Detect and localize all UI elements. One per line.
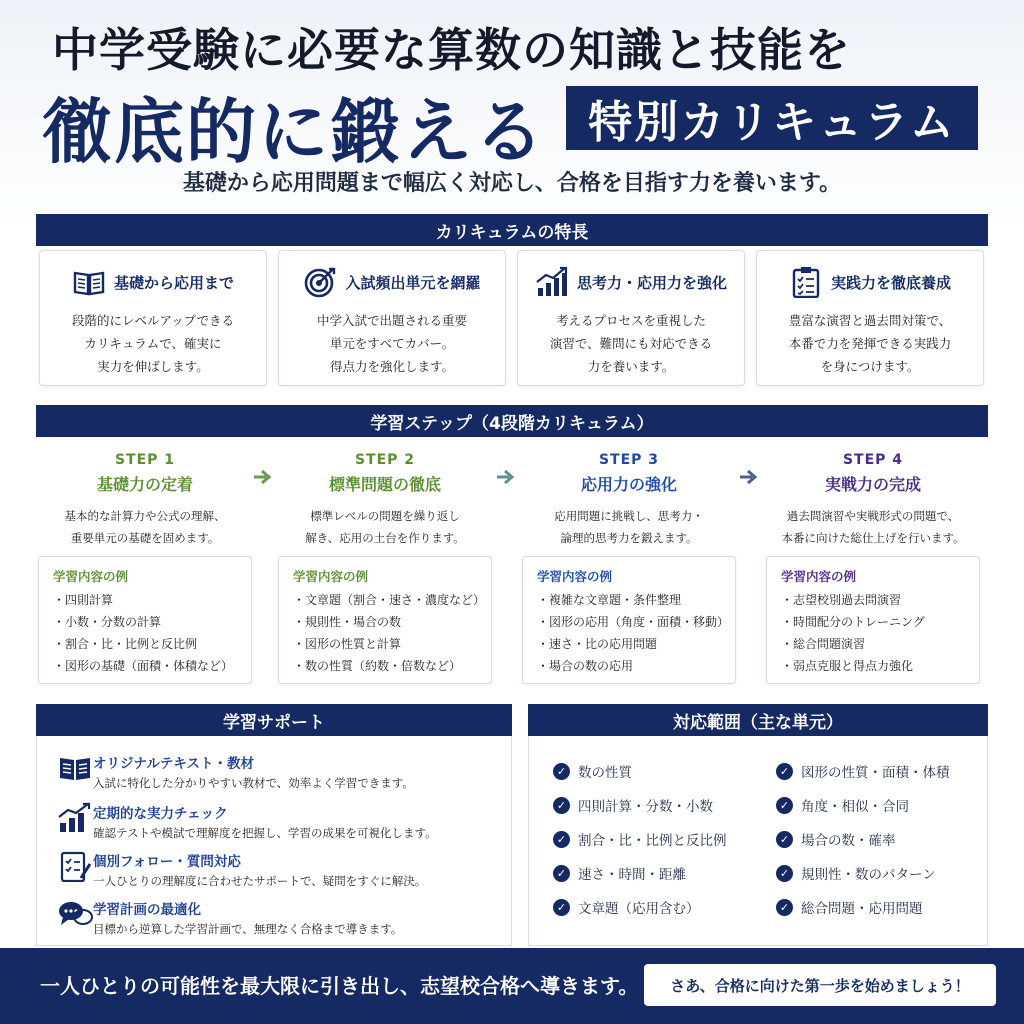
arrow-right-icon bbox=[252, 468, 274, 486]
step-number: STEP 1 bbox=[114, 452, 176, 468]
arrow-right-icon bbox=[495, 468, 517, 486]
check-icon: ✓ bbox=[776, 797, 793, 814]
feature-text: 演習で、難問にも対応できる bbox=[549, 336, 713, 351]
step-3-examples bbox=[522, 556, 736, 684]
step-number: STEP 4 bbox=[842, 452, 904, 468]
book-icon bbox=[72, 266, 106, 298]
unit-item: ✓ 図形の性質・面積・体積 bbox=[776, 761, 950, 781]
example-item: ・割合・比・比例と反比例 bbox=[53, 637, 198, 651]
support-panel bbox=[36, 736, 512, 946]
feature-text: カリキュラムで、確実に bbox=[84, 336, 222, 351]
step-3 bbox=[522, 438, 736, 554]
chart-icon bbox=[57, 802, 93, 834]
feature-title: 思考力・応用力を強化 bbox=[576, 273, 727, 292]
examples-title: 学習内容の例 bbox=[537, 569, 613, 584]
check-icon: ✓ bbox=[553, 763, 570, 780]
features-section-bar: カリキュラムの特長 bbox=[36, 214, 988, 246]
feature-card-1 bbox=[39, 250, 267, 386]
step-title: 基礎力の定着 bbox=[96, 475, 193, 494]
support-item-desc: 目標から逆算した学習計画で、無理なく合格まで導きます。 bbox=[93, 922, 403, 936]
example-item: ・小数・分数の計算 bbox=[53, 615, 162, 629]
example-item: ・数の性質（約数・倍数など） bbox=[293, 659, 462, 673]
feature-card-3 bbox=[517, 250, 745, 386]
feature-text: 単元をすべてカバー。 bbox=[329, 336, 455, 351]
step-desc: 本番に向けた総仕上げを行います。 bbox=[781, 531, 965, 545]
unit-item: ✓ 数の性質 bbox=[553, 761, 632, 781]
support-item-desc: 確認テストや模試で理解度を把握し、学習の成果を可視化します。 bbox=[93, 826, 437, 840]
example-item: ・図形の性質と計算 bbox=[293, 637, 402, 651]
target-icon bbox=[303, 266, 337, 298]
footer bbox=[0, 948, 1024, 1024]
step-title: 実戦力の完成 bbox=[824, 475, 921, 494]
cta-button[interactable]: さあ、合格に向けた第一歩を始めましょう！ bbox=[644, 964, 996, 1006]
check-icon: ✓ bbox=[776, 763, 793, 780]
example-item: ・規則性・場合の数 bbox=[293, 615, 402, 629]
feature-text: 力を養います。 bbox=[587, 359, 675, 374]
example-item: ・文章題（割合・速さ・濃度など） bbox=[293, 593, 486, 607]
support-item-desc: 入試に特化した分かりやすい教材で、効率よく学習できます。 bbox=[93, 776, 414, 790]
support-item-4 bbox=[93, 898, 402, 937]
examples-title: 学習内容の例 bbox=[293, 569, 369, 584]
hero-title-line1: 中学受験に必要な算数の知識と技能を bbox=[52, 23, 851, 77]
hero-badge: 特別カリキュラム bbox=[566, 86, 978, 150]
example-item: ・志望校別過去問演習 bbox=[781, 593, 902, 607]
units-section-bar: 対応範囲（主な単元） bbox=[528, 704, 988, 736]
example-item: ・総合問題演習 bbox=[781, 637, 866, 651]
step-1-examples bbox=[38, 556, 252, 684]
step-desc: 応用問題に挑戦し、思考力・ bbox=[554, 509, 704, 523]
check-icon: ✓ bbox=[776, 831, 793, 848]
step-2 bbox=[278, 438, 492, 554]
support-item-2 bbox=[93, 802, 437, 841]
step-1 bbox=[38, 438, 252, 554]
chat-icon bbox=[57, 898, 93, 930]
support-item-title: オリジナルテキスト・教材 bbox=[93, 756, 255, 772]
example-item: ・複雑な文章題・条件整理 bbox=[537, 593, 682, 607]
step-title: 応用力の強化 bbox=[580, 475, 677, 494]
example-item: ・弱点克服と得点力強化 bbox=[781, 659, 914, 673]
step-number: STEP 2 bbox=[354, 452, 416, 468]
check-icon: ✓ bbox=[553, 865, 570, 882]
feature-title: 入試頻出単元を網羅 bbox=[345, 273, 481, 292]
feature-card-4 bbox=[756, 250, 984, 386]
feature-text: を身につけます。 bbox=[820, 359, 920, 374]
unit-item: ✓ 規則性・数のパターン bbox=[776, 863, 936, 883]
unit-item: ✓ 場合の数・確率 bbox=[776, 829, 896, 849]
feature-text: 実力を伸ばします。 bbox=[97, 359, 209, 374]
feature-text: 中学入試で出題される重要 bbox=[316, 313, 467, 328]
feature-text: 考えるプロセスを重視した bbox=[555, 313, 706, 328]
support-item-title: 個別フォロー・質問対応 bbox=[93, 854, 241, 870]
unit-item: ✓ 割合・比・比例と反比例 bbox=[553, 829, 727, 849]
step-desc: 過去問演習や実戦形式の問題で、 bbox=[786, 509, 960, 523]
example-item: ・図形の応用（角度・面積・移動） bbox=[537, 615, 730, 629]
step-4 bbox=[766, 438, 980, 554]
chart-icon bbox=[535, 266, 569, 298]
feature-text: 豊富な演習と過去問対策で、 bbox=[788, 313, 952, 328]
example-item: ・四則計算 bbox=[53, 593, 114, 607]
feature-text: 得点力を強化します。 bbox=[329, 359, 454, 374]
hero-title-line2: 徹底的に鍛える bbox=[42, 91, 546, 173]
support-section-bar: 学習サポート bbox=[36, 704, 512, 736]
step-4-examples bbox=[766, 556, 980, 684]
footer-message: 一人ひとりの可能性を最大限に引き出し、志望校合格へ導きます。 bbox=[40, 974, 639, 998]
check-icon: ✓ bbox=[553, 797, 570, 814]
support-item-title: 定期的な実力チェック bbox=[93, 806, 228, 822]
unit-item: ✓ 四則計算・分数・小数 bbox=[553, 795, 713, 815]
example-item: ・図形の基礎（面積・体積など） bbox=[53, 659, 234, 673]
step-desc: 論理的思考力を鍛えます。 bbox=[560, 531, 698, 545]
feature-text: 本番で力を発揮できる実践力 bbox=[788, 336, 952, 351]
arrow-right-icon bbox=[738, 468, 760, 486]
unit-item: ✓ 総合問題・応用問題 bbox=[776, 897, 923, 917]
unit-item: ✓ 速さ・時間・距離 bbox=[553, 863, 686, 883]
clipboard-icon bbox=[57, 850, 93, 882]
step-2-examples bbox=[278, 556, 492, 684]
step-desc: 解き、応用の土台を作ります。 bbox=[305, 531, 465, 545]
example-item: ・場合の数の応用 bbox=[537, 659, 634, 673]
step-number: STEP 3 bbox=[598, 452, 660, 468]
steps-section-bar: 学習ステップ（4段階カリキュラム） bbox=[36, 405, 988, 437]
feature-text: 段階的にレベルアップできる bbox=[71, 313, 234, 328]
book-icon bbox=[57, 752, 93, 784]
support-item-title: 学習計画の最適化 bbox=[93, 902, 201, 918]
feature-title: 実践力を徹底養成 bbox=[830, 273, 951, 292]
example-item: ・速さ・比の応用問題 bbox=[537, 637, 658, 651]
support-item-1 bbox=[93, 752, 414, 791]
unit-item: ✓ 文章題（応用含む） bbox=[553, 897, 700, 917]
step-desc: 基本的な計算力や公式の理解、 bbox=[64, 509, 226, 523]
check-icon: ✓ bbox=[553, 899, 570, 916]
checklist-icon bbox=[789, 266, 823, 298]
hero-subtitle: 基礎から応用問題まで幅広く対応し、合格を目指す力を養います。 bbox=[182, 171, 842, 196]
feature-title: 基礎から応用まで bbox=[113, 273, 234, 292]
check-icon: ✓ bbox=[553, 831, 570, 848]
support-item-desc: 一人ひとりの理解度に合わせたサポートで、疑問をすぐに解決。 bbox=[93, 874, 427, 888]
feature-card-2 bbox=[278, 250, 506, 386]
example-item: ・時間配分のトレーニング bbox=[781, 615, 925, 629]
unit-item: ✓ 角度・相似・合同 bbox=[776, 795, 909, 815]
step-desc: 重要単元の基礎を固めます。 bbox=[70, 531, 220, 545]
support-item-3 bbox=[93, 850, 426, 889]
step-desc: 標準レベルの問題を繰り返し bbox=[310, 509, 460, 523]
examples-title: 学習内容の例 bbox=[53, 569, 129, 584]
check-icon: ✓ bbox=[776, 865, 793, 882]
check-icon: ✓ bbox=[776, 899, 793, 916]
step-title: 標準問題の徹底 bbox=[328, 475, 441, 494]
examples-title: 学習内容の例 bbox=[781, 569, 857, 584]
